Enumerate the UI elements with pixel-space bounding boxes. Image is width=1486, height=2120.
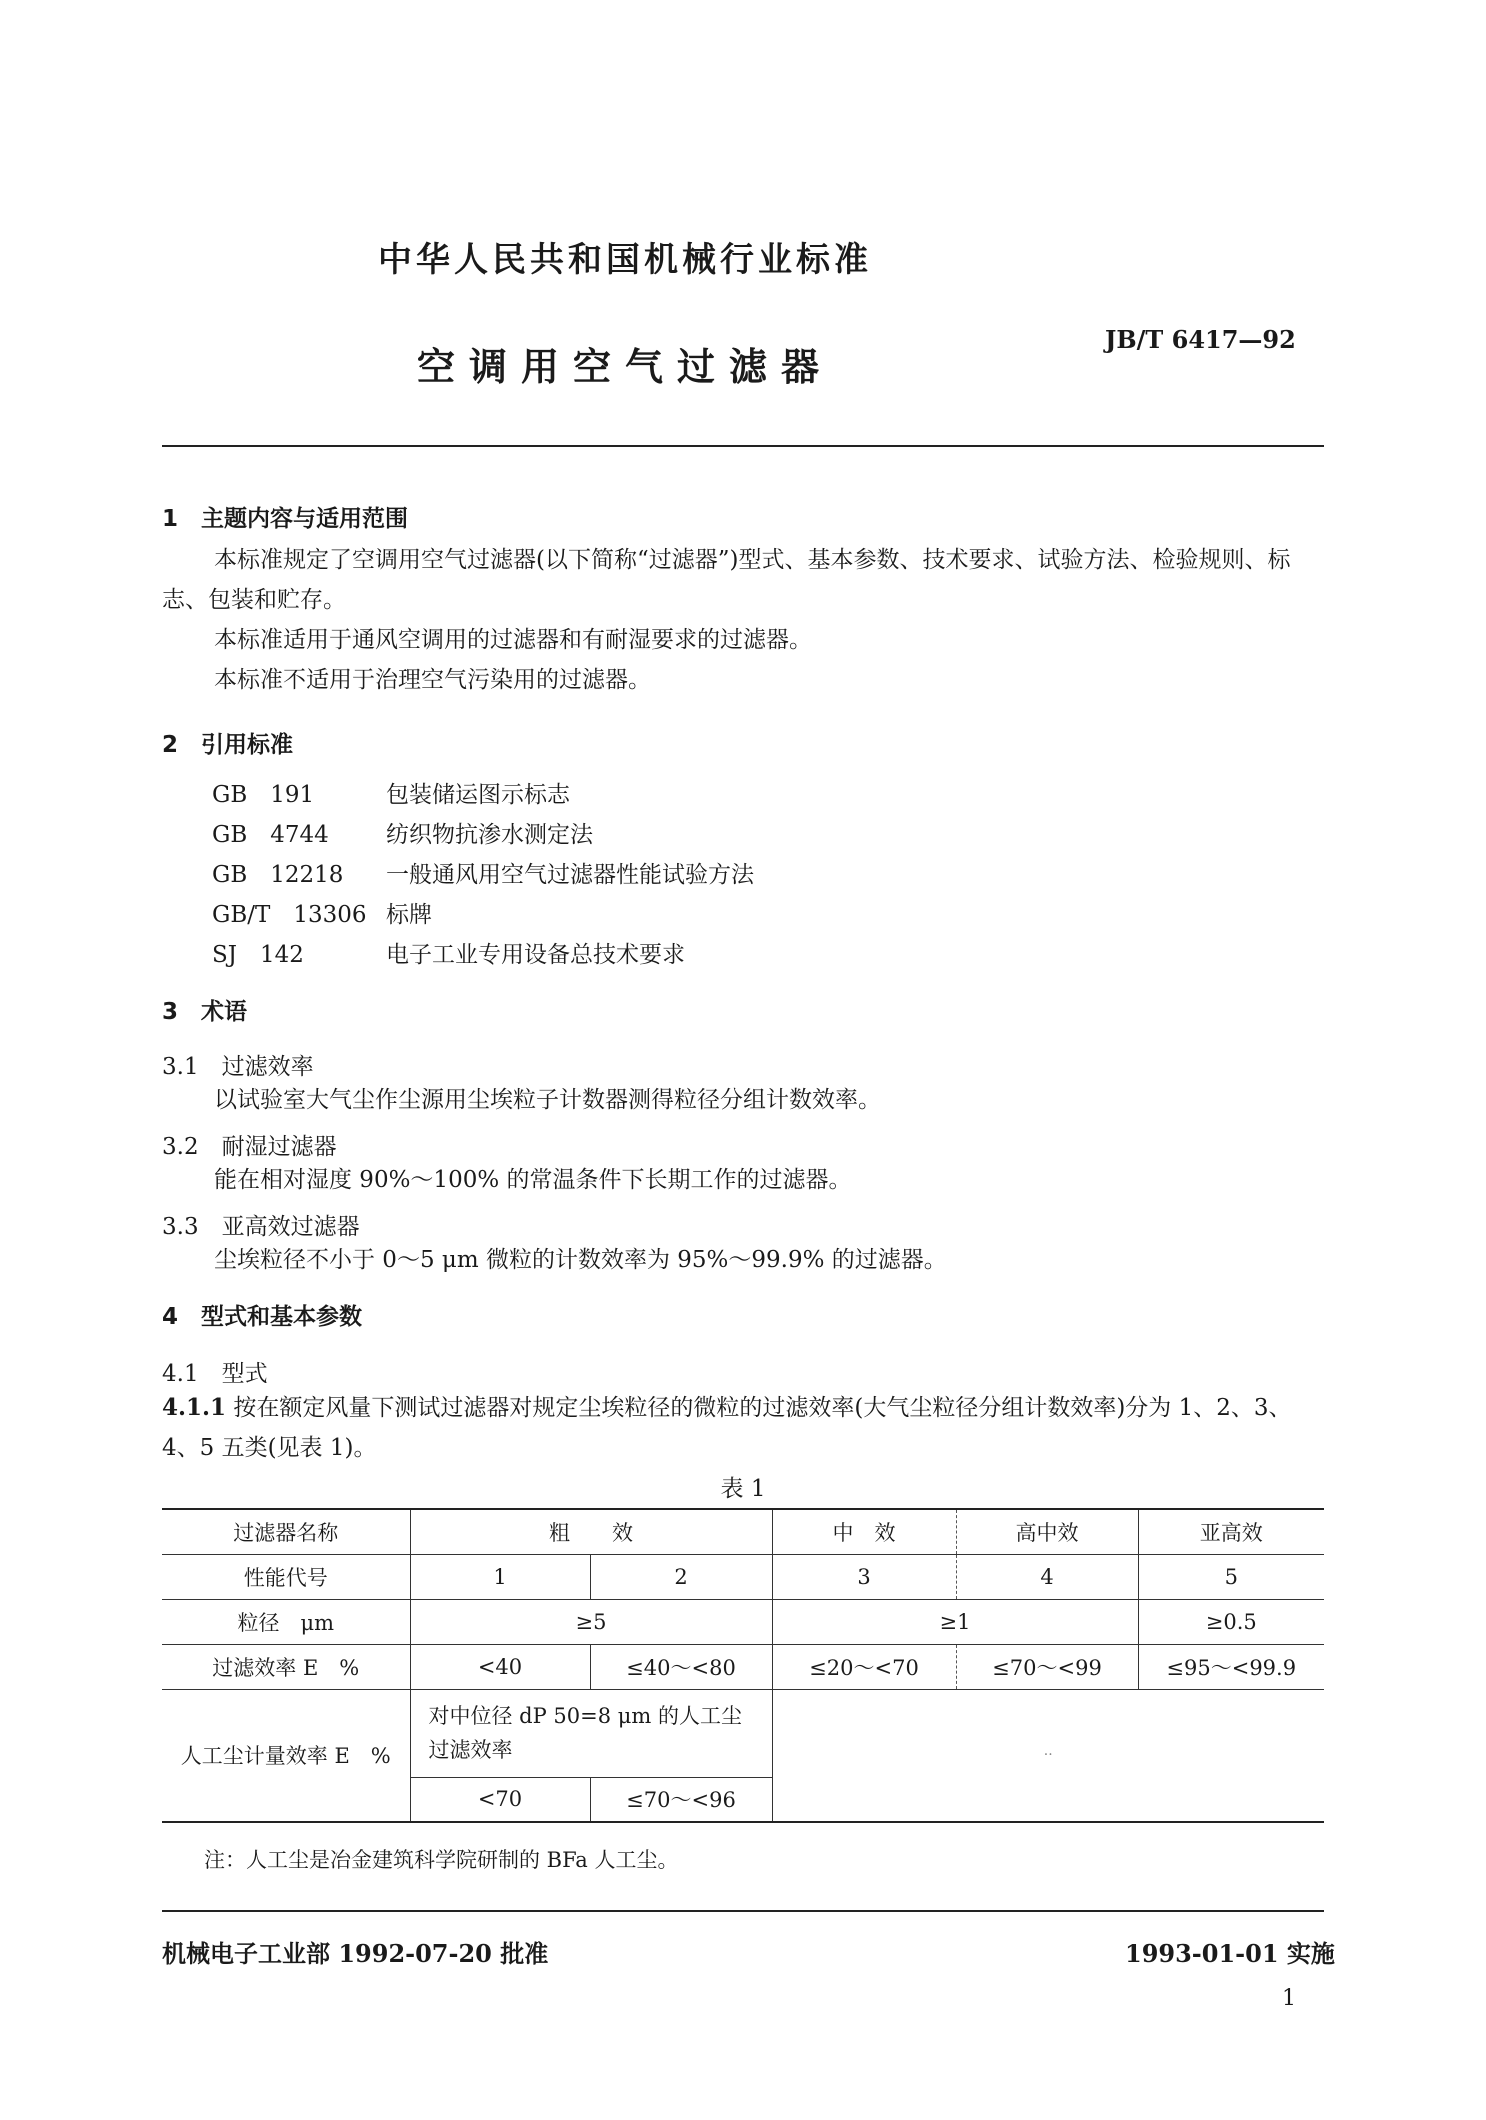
document-title: 空调用空气过滤器 — [416, 345, 833, 389]
table-cell: 性能代号 — [162, 1554, 410, 1599]
reference-row — [212, 895, 432, 935]
table-cell: ≤70～<96 — [590, 1777, 772, 1822]
page-number: 1 — [1282, 1986, 1296, 2011]
reference-title: 一般通风用空气过滤器性能试验方法 — [386, 862, 754, 888]
table-cell: 亚高效 — [1199, 1520, 1263, 1545]
table-cell: <70 — [410, 1777, 590, 1822]
table-cell: 粗 效 — [410, 1509, 772, 1554]
term-3-3-heading: 3.3 亚高效过滤器 — [162, 1214, 360, 1240]
table-cell: ≥0.5 — [1205, 1609, 1257, 1634]
approval-info: 机械电子工业部 1992-07-20 批准 — [162, 1939, 549, 1968]
table-row — [162, 1644, 1324, 1689]
section-1-paragraph-3 — [162, 660, 1324, 700]
table-cell: 2 — [590, 1554, 772, 1599]
reference-row — [212, 775, 570, 815]
table-cell: ≥1 — [772, 1599, 1138, 1644]
table-cell: ≥5 — [410, 1599, 772, 1644]
reference-code: GB 12218 — [212, 862, 344, 888]
table-row — [162, 1689, 1324, 1777]
implementation-date: 1993-01-01 实施 — [1125, 1939, 1335, 1968]
table-cell: 对中位径 dP 50=8 μm 的人工尘过滤效率 — [410, 1689, 772, 1777]
header-rule — [162, 445, 1324, 447]
table-cell: ≤20～<70 — [772, 1644, 956, 1689]
table-cell-empty: ·· — [772, 1689, 1324, 1822]
section-2-heading: 2 引用标准 — [162, 732, 294, 758]
term-3-2-heading: 3.2 耐湿过滤器 — [162, 1134, 337, 1160]
reference-title: 纺织物抗渗水测定法 — [386, 822, 593, 848]
section-4-heading: 4 型式和基本参数 — [162, 1304, 363, 1330]
reference-code: GB 4744 — [212, 822, 329, 848]
table-cell: 1 — [410, 1554, 590, 1599]
standard-number: JB/T 6417—92 — [1105, 325, 1296, 354]
table-cell: 4 — [956, 1554, 1138, 1599]
industry-standard-heading: 中华人民共和国机械行业标准 — [378, 240, 872, 280]
section-1-paragraph-3-text: 本标准不适用于治理空气污染用的过滤器。 — [214, 667, 651, 693]
section-3-heading: 3 术语 — [162, 999, 248, 1025]
table-1-note: 注：人工尘是冶金建筑科学院研制的 BFa 人工尘。 — [204, 1848, 679, 1872]
table-cell: 高中效 — [956, 1509, 1138, 1554]
table-cell: 5 — [1224, 1564, 1238, 1589]
table-cell: 人工尘计量效率 E % — [162, 1689, 410, 1822]
clause-4-1-1-paragraph — [162, 1388, 1324, 1468]
footer-rule — [162, 1910, 1324, 1912]
term-3-1-heading: 3.1 过滤效率 — [162, 1054, 314, 1080]
table-row — [162, 1599, 1324, 1644]
term-3-2-definition: 能在相对湿度 90%～100% 的常温条件下长期工作的过滤器。 — [214, 1167, 852, 1193]
table-cell: ≤40～<80 — [590, 1644, 772, 1689]
reference-row — [212, 855, 754, 895]
reference-title: 标牌 — [386, 902, 432, 928]
table-cell: ≤70～<99 — [956, 1644, 1138, 1689]
term-3-1-definition: 以试验室大气尘作尘源用尘埃粒子计数器测得粒径分组计数效率。 — [214, 1087, 881, 1113]
table-row — [162, 1554, 1324, 1599]
clause-4-1-heading: 4.1 型式 — [162, 1361, 268, 1387]
section-1-paragraph-1-text: 本标准规定了空调用空气过滤器(以下简称“过滤器”)型式、基本参数、技术要求、试验方法、检验规则、标志、包装和贮存。 — [162, 547, 1291, 613]
table-1-caption: 表 1 — [720, 1476, 766, 1502]
clause-4-1-1-text: 按在额定风量下测试过滤器对规定尘埃粒径的微粒的过滤效率(大气尘粒径分组计数效率)分为 1、2、3、4、5 五类(见表 1)。 — [162, 1395, 1292, 1461]
table-cell: 过滤器名称 — [162, 1509, 410, 1554]
table-cell: ≤95～<99.9 — [1166, 1655, 1297, 1680]
table-cell: 过滤效率 E % — [162, 1644, 410, 1689]
reference-code: SJ 142 — [212, 942, 304, 968]
reference-row — [212, 815, 593, 855]
table-row — [162, 1509, 1324, 1554]
clause-4-1-1-number: 4.1.1 — [162, 1394, 227, 1421]
table-cell: 3 — [772, 1554, 956, 1599]
reference-code: GB/T 13306 — [212, 902, 367, 928]
reference-row — [212, 935, 685, 975]
table-1 — [162, 1508, 1324, 1823]
term-3-3-definition: 尘埃粒径不小于 0～5 μm 微粒的计数效率为 95%～99.9% 的过滤器。 — [214, 1247, 947, 1273]
reference-code: GB 191 — [212, 782, 315, 808]
reference-title: 电子工业专用设备总技术要求 — [386, 942, 685, 968]
table-cell: <40 — [410, 1644, 590, 1689]
reference-title: 包装储运图示标志 — [386, 782, 570, 808]
section-1-paragraph-2 — [162, 620, 1324, 660]
section-1-heading: 1 主题内容与适用范围 — [162, 506, 409, 532]
table-cell: 粒径 μm — [162, 1599, 410, 1644]
section-1-paragraph-1 — [162, 540, 1324, 620]
section-1-paragraph-2-text: 本标准适用于通风空调用的过滤器和有耐湿要求的过滤器。 — [214, 627, 812, 653]
table-cell: 中 效 — [772, 1509, 956, 1554]
